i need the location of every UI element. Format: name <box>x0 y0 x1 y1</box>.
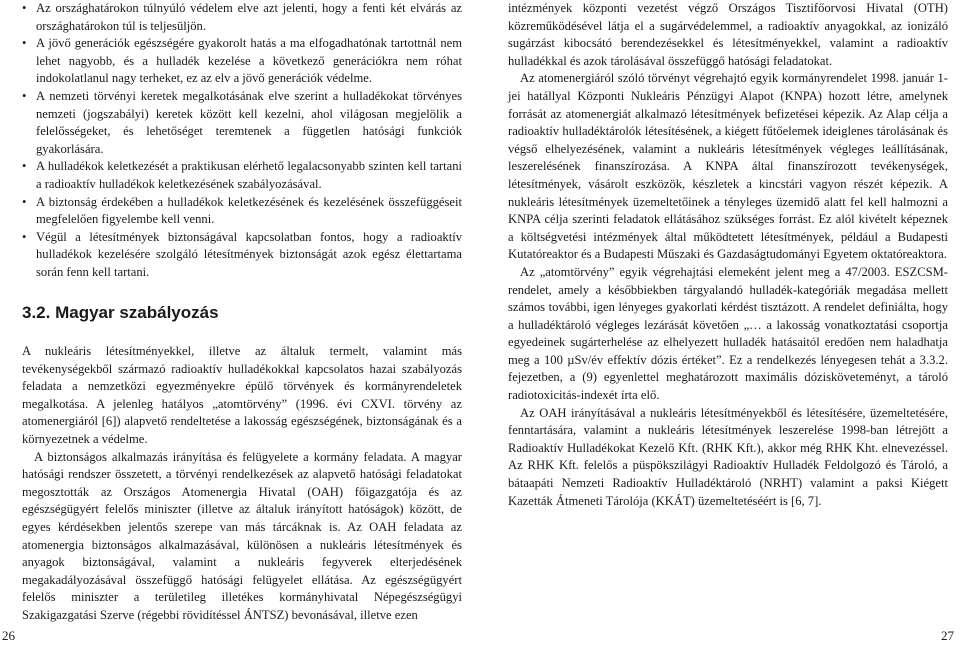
list-item: • Az országhatárokon túlnyúló védelem elve azt jelenti, hogy a fenti két elvárás az országhatárokon túl is teljesüljön. <box>22 0 462 35</box>
list-item: • A jövő generációk egészségére gyakorolt hatás a ma elfogadhatónak tartottnál nem lehet nagyobb, és a hulladék kezelése a következő generációkra nem róhat indokolatlanul nagy terheket, ez az elv a jövő generációk védelme. <box>22 35 462 88</box>
body-paragraph: A biztonságos alkalmazás irányítása és felügyelete a kormány feladata. A magyar hatósági rendszer összetett, a törvényi rendelkezések az alapvető hatósági feladatokat megosztották az Országos Atomenergia Hivatal (OAH) főigazgatója és az egészségügyért felelős miniszter (illetve az általuk irányított hatóságok) között, de egyes kérdésekben jelentős szerepe van más tárcáknak is. Az OAH feladata az atomenergia biztonságos alkalmazásával, különösen a nukleáris létesítmények és anyagok biztonságával, valamint a nukleáris fegyverek elterjedésének megakadályozásával összefüggő hatósági felügyelet ellátása. Az egészségügyért felelős miniszter a területileg illetékes kormányhivatal Népegészségügyi Szakigazgatási Szerve (régebbi rövidítéssel ÁNTSZ) bevonásával, illetve ezen <box>22 449 462 622</box>
body-paragraph: Az atomenergiáról szóló törvényt végrehajtó egyik kormányrendelet 1998. január 1-jei hatállyal Központi Nukleáris Pénzügyi Alapot (KNPA) hozott létre, amelynek forrását az atomenergiát alkalmazó létesítmények befizetései képezik. Az Alap célja a radioaktív hulladéktárolók létesítésének, a kiégett fűtőelemek ideiglenes tárolásának és végső elhelyezésének, valamint a nukleáris létesítmények végleges leállításának, leszerelésének finanszírozása. A KNPA által finanszírozott tevékenységek, létesítmények, vásárolt eszközök, készletek a kincstári vagyon részét képezik. A nukleáris létesítmények üzemeltetőinek a tényleges üzemidő alatt fel kell halmozni a KNPA célja szerinti feladatok ellátásához szükséges forrást. Ez alól kivételt képeznek a költségvetési intézmények által működtetett létesítmények, például a Budapesti Kutatóreaktor és a Budapesti Műszaki és Gazdaságtudományi Egyetem oktatóreaktora. <box>508 71 948 262</box>
page-number-left: 26 <box>2 628 15 643</box>
right-column <box>508 0 948 510</box>
body-paragraph: Az „atomtörvény” egyik végrehajtási elemeként jelent meg a 47/2003. ESZCSM-rendelet, amely a későbbiekben tárgyalandó hulladék-kategóriák megadása mellett számos további, igen lényeges gyakorlati kérdést tisztázott. A rendelet definiálta, hogy a hulladéktároló végleges lezárását követően „… a lakosság vonatkoztatási csoportja egyedeinek sugárterhelése az elhelyezett hulladék hatásaitól eredően nem haladhatja meg a 100 µSv/év effektív dózis értéket”. Ez a rendelkezés lényegesen tehát a 3.3.2. fejezetben, a (9) egyenlettel meghatározott maximális dózisköveteményt, a tároló radiotoxicitás-indexét írta elő. <box>508 264 948 403</box>
page-number-right: 27 <box>941 628 954 643</box>
list-item: • A biztonság érdekében a hulladékok keletkezésének és kezelésének összefüggéseit megfelelően figyelembe kell venni. <box>22 194 462 229</box>
bullet-icon: • <box>22 36 27 51</box>
list-item: • Végül a létesítmények biztonságával kapcsolatban fontos, hogy a radioaktív hulladékok kezelésére szolgáló létesítmények biztonságát azok egész élettartama során fenn kell tartani. <box>22 229 462 282</box>
bullet-list <box>22 0 462 282</box>
left-column <box>22 0 462 625</box>
bullet-icon: • <box>22 229 27 244</box>
list-item: • A hulladékok keletkezését a praktikusan elérhető legalacsonyabb szinten kell tartani a radioaktív hulladékok keletkezésének szabályozásával. <box>22 158 462 193</box>
section-heading: 3.2. Magyar szabályozás <box>22 302 219 322</box>
list-item: • A nemzeti törvényi keretek megalkotásának elve szerint a hulladékokat törvényes nemzeti (jogszabályi) keretek között kell kezelni, ahol világosan megjelölik a felelősségeket, és lehetőséget teremtenek a független hatósági funkciók gyakorlására. <box>22 88 462 158</box>
body-paragraph: Az OAH irányításával a nukleáris létesítményekből és létesítésére, üzemeltetésére, fenntartására, valamint a nukleáris létesítmények leszerelése 1998-ban létrejött a Radioaktív Hulladékokat Kezelő Kft. (RHK Kft.), akkor még RHK Kht. elnevezéssel. Az RHK Kft. felelős a püspökszilágyi Radioaktív Hulladék Feldolgozó és Tároló, a bátaapáti Nemzeti Radioaktív Hulladéktároló (NRHT) valamint a paksi Kiégett Kazetták Átmeneti Tárolója (KKÁT) üzemeltetéséért is [6, 7]. <box>508 405 948 508</box>
body-paragraph: intézmények központi vezetést végző Országos Tisztifőorvosi Hivatal (OTH) közreműködésével látja el a sugárvédelemmel, a radioaktív anyagokkal, az ionizáló sugárzást kibocsátó berendezésekkel és létesítményekkel, valamint a radioaktív hulladékkal és azok tárolásával összefüggő hatósági feladatokat. <box>508 1 948 68</box>
bullet-icon: • <box>22 159 27 174</box>
bullet-icon: • <box>22 1 27 15</box>
bullet-icon: • <box>22 88 27 103</box>
bullet-icon: • <box>22 194 27 209</box>
body-paragraph: A nukleáris létesítményekkel, illetve az általuk termelt, valamint más tevékenységekből származó radioaktív hulladékokkal kapcsolatos hazai szabályozás feladata a nemzetközi egyezményekre épülő törvények és kormányrendeletek megalkotása. A jelenleg hatályos „atomtörvény” (1996. évi CXVI. törvény az atomenergiáról [6]) alapvető rendeltetése a lakosság egészségének, biztonságának és a környezetnek a védelme. <box>22 344 462 447</box>
